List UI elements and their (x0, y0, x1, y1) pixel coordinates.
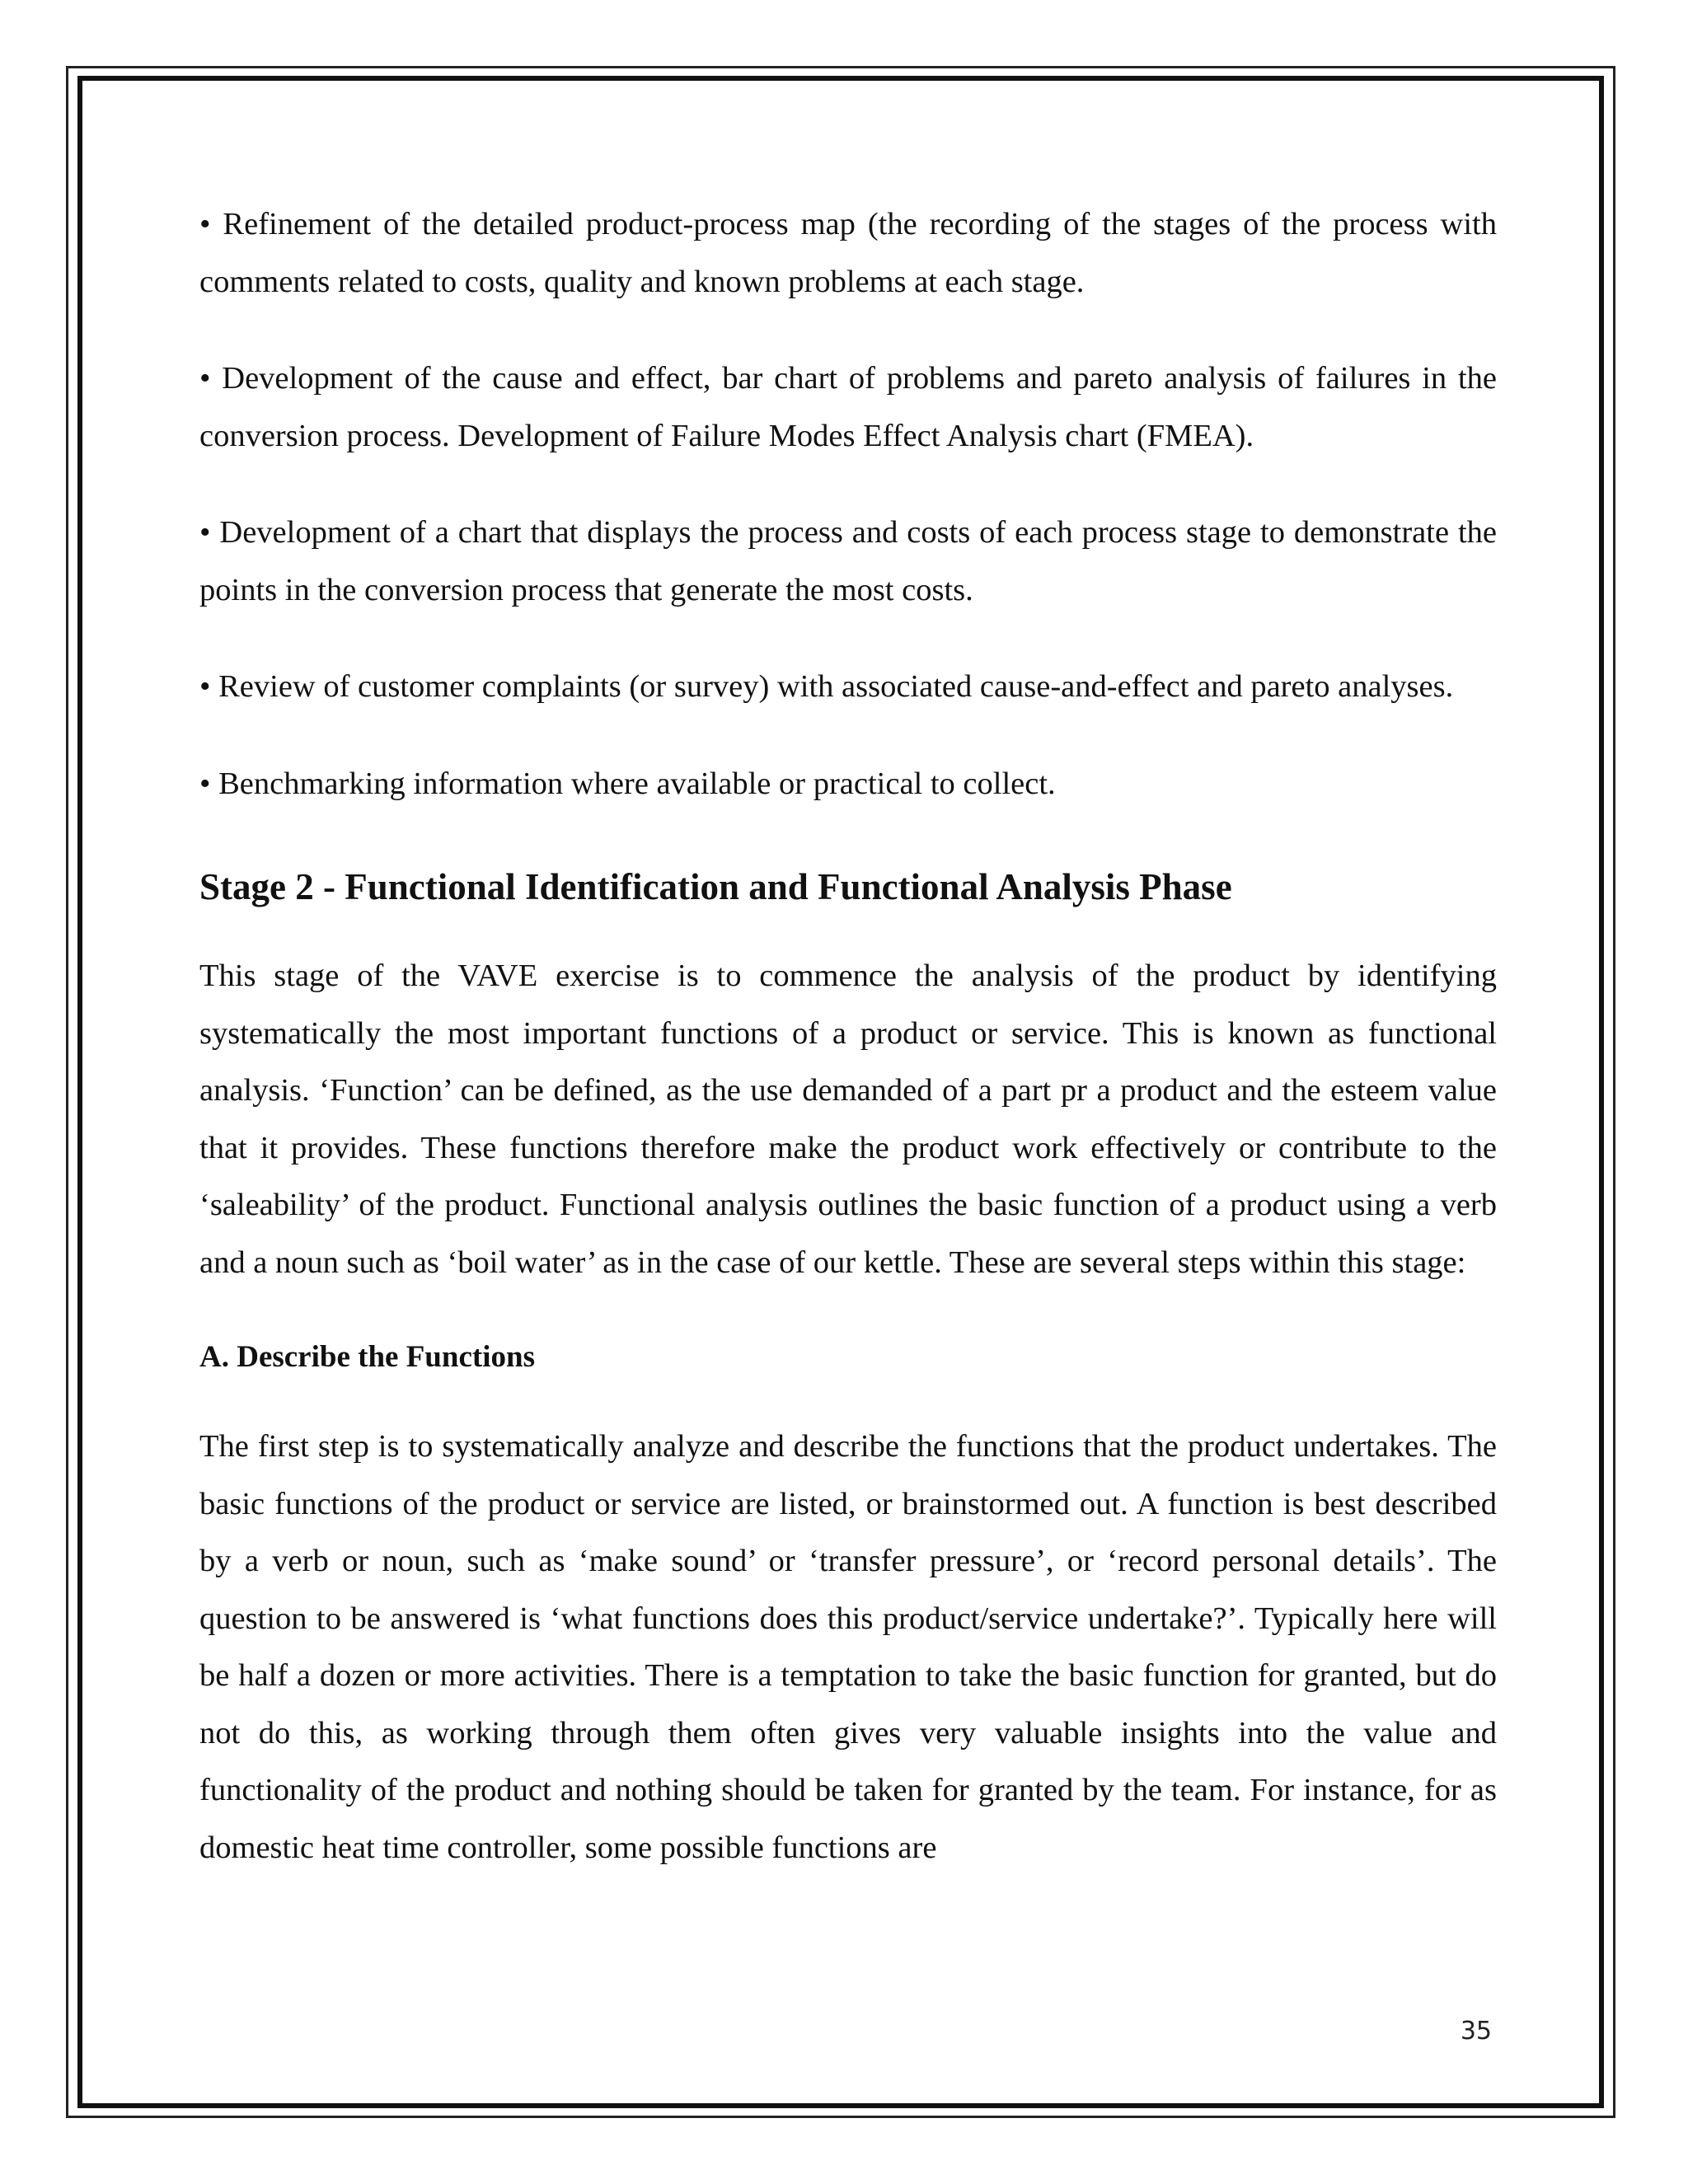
body-paragraph: The first step is to systematically analyze and describe the functions that the product undertakes. The basic functions of the product or service are listed, or brainstormed out. A function is best described by a verb or noun, such as ‘make sound’ or ‘transfer pressure’, or ‘record personal details’. The question to be answered is ‘what functions does this product/service undertake?’. Typically here will be half a dozen or more activities. There is a temptation to take the basic function for granted, but do not do this, as working through them often gives very valuable insights into the value and functionality of the product and nothing should be taken for granted by the team. For instance, for as domestic heat time controller, some possible functions are (199, 1429, 1497, 1865)
subsection-heading: A. Describe the Functions (199, 1340, 535, 1374)
page-number: 35 (1460, 2017, 1492, 2046)
bullet-item: • Development of the cause and effect, bar chart of problems and pareto analysis of failures in the conversion process. Development of Failure Modes Effect Analysis chart (FMEA). (199, 361, 1497, 453)
intro-paragraph: This stage of the VAVE exercise is to commence the analysis of the product by identifying systematically the most important functions of a product or service. This is known as functional analysis. ‘Function’ can be defined, as the use demanded of a part pr a product and the esteem value that it provides. These functions therefore make the product work effectively or contribute to the ‘saleability’ of the product. Functional analysis outlines the basic function of a product using a verb and a noun such as ‘boil water’ as in the case of our kettle. These are several steps within this stage: (199, 958, 1497, 1280)
bullet-item: • Benchmarking information where available or practical to collect. (199, 766, 1056, 801)
page-content (199, 196, 1497, 1877)
bullet-item: • Development of a chart that displays the process and costs of each process stage to demonstrate the points in the conversion process that generate the most costs. (199, 515, 1497, 607)
bullet-item: • Review of customer complaints (or survey) with associated cause-and-effect and pareto analyses. (199, 669, 1454, 704)
bullet-item: • Refinement of the detailed product-process map (the recording of the stages of the process with comments related to costs, quality and known problems at each stage. (199, 207, 1497, 299)
section-heading: Stage 2 - Functional Identification and Functional Analysis Phase (199, 866, 1232, 907)
